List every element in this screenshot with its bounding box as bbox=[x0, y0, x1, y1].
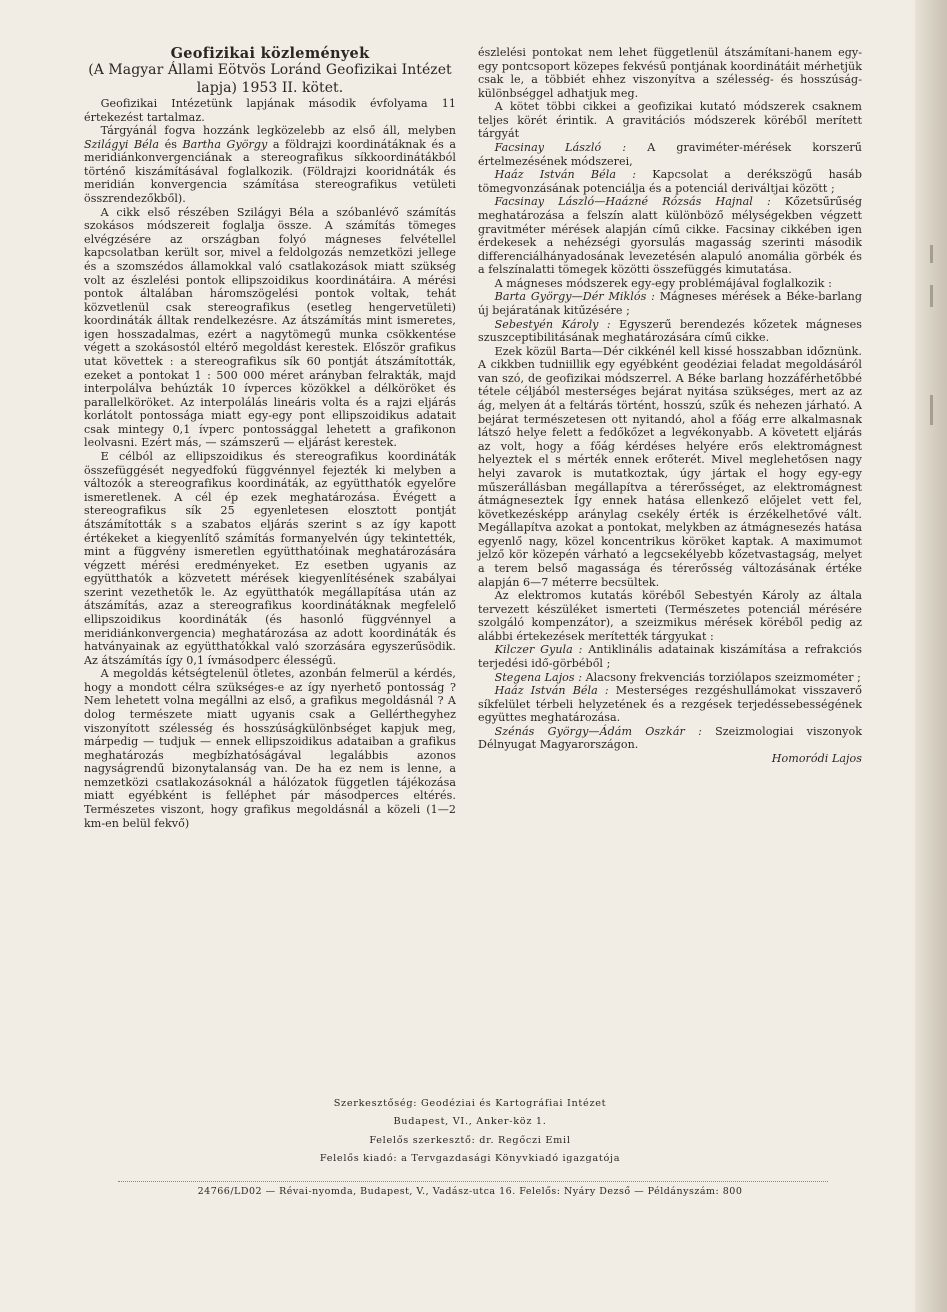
divider bbox=[118, 1181, 828, 1182]
paragraph: A cikk első részében Szilágyi Béla a szóbanlévő számítás szokásos módszereit foglalja össze. A számítás tömeges elvégzésére az országban folyó mágneses felvétellel kapcsolatban került sor, mivel a feldolgozás nemzetközi jellege és a szomszédos államokkal való csatlakozások miatt szükség volt az észlelési pontok ellipszoidikus koordinátáira. A mérési pontok általában háromszögelési pontok voltak, tehát közvetlenül csak stereografikus (esetleg hengervetületi) koordináták álltak rendelkezésre. Az átszámítás mint ismeretes, igen hosszadalmas, ezért a nagytömegű munka csökkentése végett a szokásostól eltérő megoldást kerestek. Először grafikus utat követtek : a stereografikus sík 60 pontját átszámították, ezeket a pontokat 1 : 500 000 méret arányban felrakták, majd interpolálva behúzták 10 ívperces közökkel a délköröket és parallelköröket. Az interpolálás lineáris volta és a rajzi eljárás korlátolt pontossága miatt egy-egy pont ellipszoidikus adatait csak mintegy 0,1 ívperc pontossággal lehetett a grafikonon leolvasni. Ezért más, — számszerű — eljárást kerestek. bbox=[84, 205, 456, 450]
paragraph: Geofizikai Intézetünk lapjának második évfolyama 11 értekezést tartalmaz. bbox=[84, 97, 456, 124]
paragraph: E célból az ellipszoidikus és stereografikus koordináták összefüggését negyedfokú függvénnyel fejezték ki melyben a változók a stereografikus koordináták, az együtthatók egyelőre ismeretlenek. A cél ép ezek meghatározása. Évégett a stereografikus sík 25 egyenletesen elosztott pontját átszámították s a szabatos eljárás szerint s az így kapott értékeket a kiegyenlítő számítás formanyelvén úgy tekintették, mint a függvény ismeretlen együtthatóinak meghatározására végzett mérési eredményeket. Ez esetben ugyanis az együtthatók a közvetett mérések kiegyenlítésének szabályai szerint vezethetők le. Az együtthatók megállapítása után az átszámítás, azaz a stereografikus koordinátáknak megfelelő ellipszoidikus koordináták (és hasonló függvénnyel a meridiánkonvergencia) meghatározása az adott koordináták és hatványainak az együtthatókkal való szorzására egyszerűsödik. Az átszámítás így 0,1 ívmásodperc élességű. bbox=[84, 450, 456, 667]
edge-mark bbox=[930, 245, 933, 263]
paragraph: Ezek közül Barta—Dér cikkénél kell kissé hosszabban időznünk. A cikkben tudniillik egy egyébként geodéziai feladat megoldásáról van szó, de geofizikai módszerrel. A Béke barlang hozzáférhetőbbé tétele céljából mesterséges bejárat nyitása szükséges, mert az az ág, melyen át a feltárás történt, hosszú, szűk és nehezen járható. A bejárat természetesen ott nyitandó, ahol a főág erre alkalmasnak látszó helye felett a fedőkőzet a legvékonyabb. A követett eljárás az volt, hogy a főág kérdéses helyére erős elektromágnest helyeztek el s mérték ennek erőterét. Mivel meglehetősen nagy helyi zavarok is mutatkoztak, úgy jártak el hogy egy-egy műszerállásban megállapítva a térerősséget, az elektromágnest átmágneseztek Így ennek hatása ellenkező előjelet vett fel, következésképp aránylag csekély érték is érzékelhetővé vált. Megállapítva azokat a pontokat, melykben az átmágnesezés hatása egyenlő nagy, közel koncentrikus köröket kaptak. A maximumot jelző kör közepén várható a legcsekélyebb kőzetvastagság, melyet a terem belső magassága és térerősség változásának értéke alapján 6—7 méterre becsültek. bbox=[478, 344, 862, 589]
article-title: Geofizikai közlemények bbox=[170, 45, 370, 62]
author-name: Bartha György bbox=[182, 137, 268, 151]
reference-item: Haáz István Béla : Kapcsolat a derékszögű hasáb tömegvonzásának potenciálja és a potenciál deriváltjai között ; bbox=[478, 168, 862, 195]
reference-item: Szénás György—Ádám Oszkár : Szeizmologiai viszonyok Délnyugat Magyarországon. bbox=[478, 724, 862, 752]
paragraph: A mágneses módszerek egy-egy problémájával foglalkozik : bbox=[494, 276, 832, 290]
reference-item: Facsinay László : A graviméter-mérések korszerű értelmezésének módszerei, bbox=[478, 141, 862, 168]
paragraph: Az elektromos kutatás köréből Sebestyén Károly az általa tervezett készüléket ismerteti (Természetes potenciál mérésére szolgáló kompenzátor), a szeizmikus mérések köréből pedig az alábbi értekezések merítették tárgyukat : bbox=[478, 589, 862, 643]
footer-address: Budapest, VI., Anker-köz 1. bbox=[393, 1116, 547, 1128]
reference-item: Kilczer Gyula : Antiklinális adatainak kiszámítása a refrakciós terjedési idő-görbéből ; bbox=[478, 643, 862, 671]
reference-item: Barta György—Dér Miklós : Mágneses mérések a Béke-barlang új bejáratának kitűzésére ; bbox=[478, 290, 862, 317]
reference-item: Stegena Lajos : Alacsony frekvenciás torziólapos szeizmométer ; bbox=[494, 670, 861, 684]
reference-item: Sebestyén Károly : Egyszerű berendezés kőzetek mágneses szuszceptibilitásának meghatározására című cikke. bbox=[478, 317, 862, 345]
right-column bbox=[478, 46, 862, 766]
paragraph: Tárgyánál fogva hozzánk legközelebb az első áll, melyben Szilágyi Béla és Bartha György a földrajzi koordinátáknak és a meridiánkonvergenciának a stereografikus síkkoordinátákból történő kiszámításával foglalkozik. (Földrajzi kooridnáták és meridián konvergencia számítása stereografikus vetületi összrendezőkből). bbox=[84, 124, 456, 206]
footer-editorial-office: Szerkesztőség: Geodéziai és Kartográfiai Intézet bbox=[333, 1098, 607, 1109]
edge-mark bbox=[930, 285, 933, 307]
left-column bbox=[84, 46, 456, 830]
paragraph: A megoldás kétségtelenül ötletes, azonbán felmerül a kérdés, hogy a mondott célra szükséges-e az így nyerhető pontosság ? Nem lehetett volna megállni az első, a grafikus megoldásnál ? A dolog természete miatt ugyanis csak a Gellérthegyhez viszonyított szélesség és hosszúságkülönbséget kapjuk meg, márpedig — tudjuk — ennek ellipszoidikus adataiban a grafikus meghatározás megbízhatóságával legalábbis azonos nagyságrendű bizonytalanság van. De ha ez nem is lenne, a nemzetközi csatlakozásoknál a hálózatok független tájékozása miatt egyébként is felléphet pár másodperces eltérés. Természetes viszont, hogy grafikus megoldásnál a közeli (1—2 km-en belül fekvő) bbox=[84, 667, 456, 830]
edge-mark bbox=[930, 395, 933, 425]
printer-imprint: 24766/LD02 — Révai-nyomda, Budapest, V., Vadász-utca 16. Felelős: Nyáry Dezső — Példányszám: 800 bbox=[197, 1186, 743, 1197]
reference-item: Facsinay László—Haázné Rózsás Hajnal : Kőzetsűrűség meghatározása a felszín alatt különböző mélységekben végzett gravitméter mérések alapján című cikke. Facsinay cikkében igen érdekesek a nehézségi gyorsulás magasság szerinti második differenciálhányadosának levezetésén alapuló anomália görbék és a felszínalatti tömegek közötti összefüggés kimutatása. bbox=[478, 195, 862, 277]
author-name: Szilágyi Béla bbox=[84, 137, 160, 151]
footer-editor: Felelős szerkesztő: dr. Regőczi Emil bbox=[369, 1134, 571, 1146]
page-edge bbox=[915, 0, 947, 1312]
paragraph: észlelési pontokat nem lehet függetlenül átszámítani-hanem egy-egy pontcsoport közepes fekvésű pontjának koordinátáit mérhetjük csak le, a többiét ehhez viszonyítva a szélesség- és hosszúság-különbséggel adhatjuk meg. bbox=[478, 46, 862, 100]
reference-item: Haáz István Béla : Mesterséges rezgéshullámokat visszaverő síkfelület térbeli helyzetének és a rezgések terjedéssebességének együttes meghatározása. bbox=[478, 684, 863, 725]
signature: Homoródi Lajos bbox=[771, 752, 862, 766]
paragraph: A kötet többi cikkei a geofizikai kutató módszerek csaknem teljes körét érintik. A gravitációs módszerek köréből merített tárgyát bbox=[478, 100, 862, 141]
footer-publisher: Felelős kiadó: a Tervgazdasági Könyvkiadó igazgatója bbox=[319, 1153, 621, 1165]
article-subtitle: (A Magyar Állami Eötvös Loránd Geofizikai Intézet lapja) 1953 II. kötet. bbox=[88, 62, 452, 96]
editorial-footer bbox=[140, 1098, 800, 1172]
